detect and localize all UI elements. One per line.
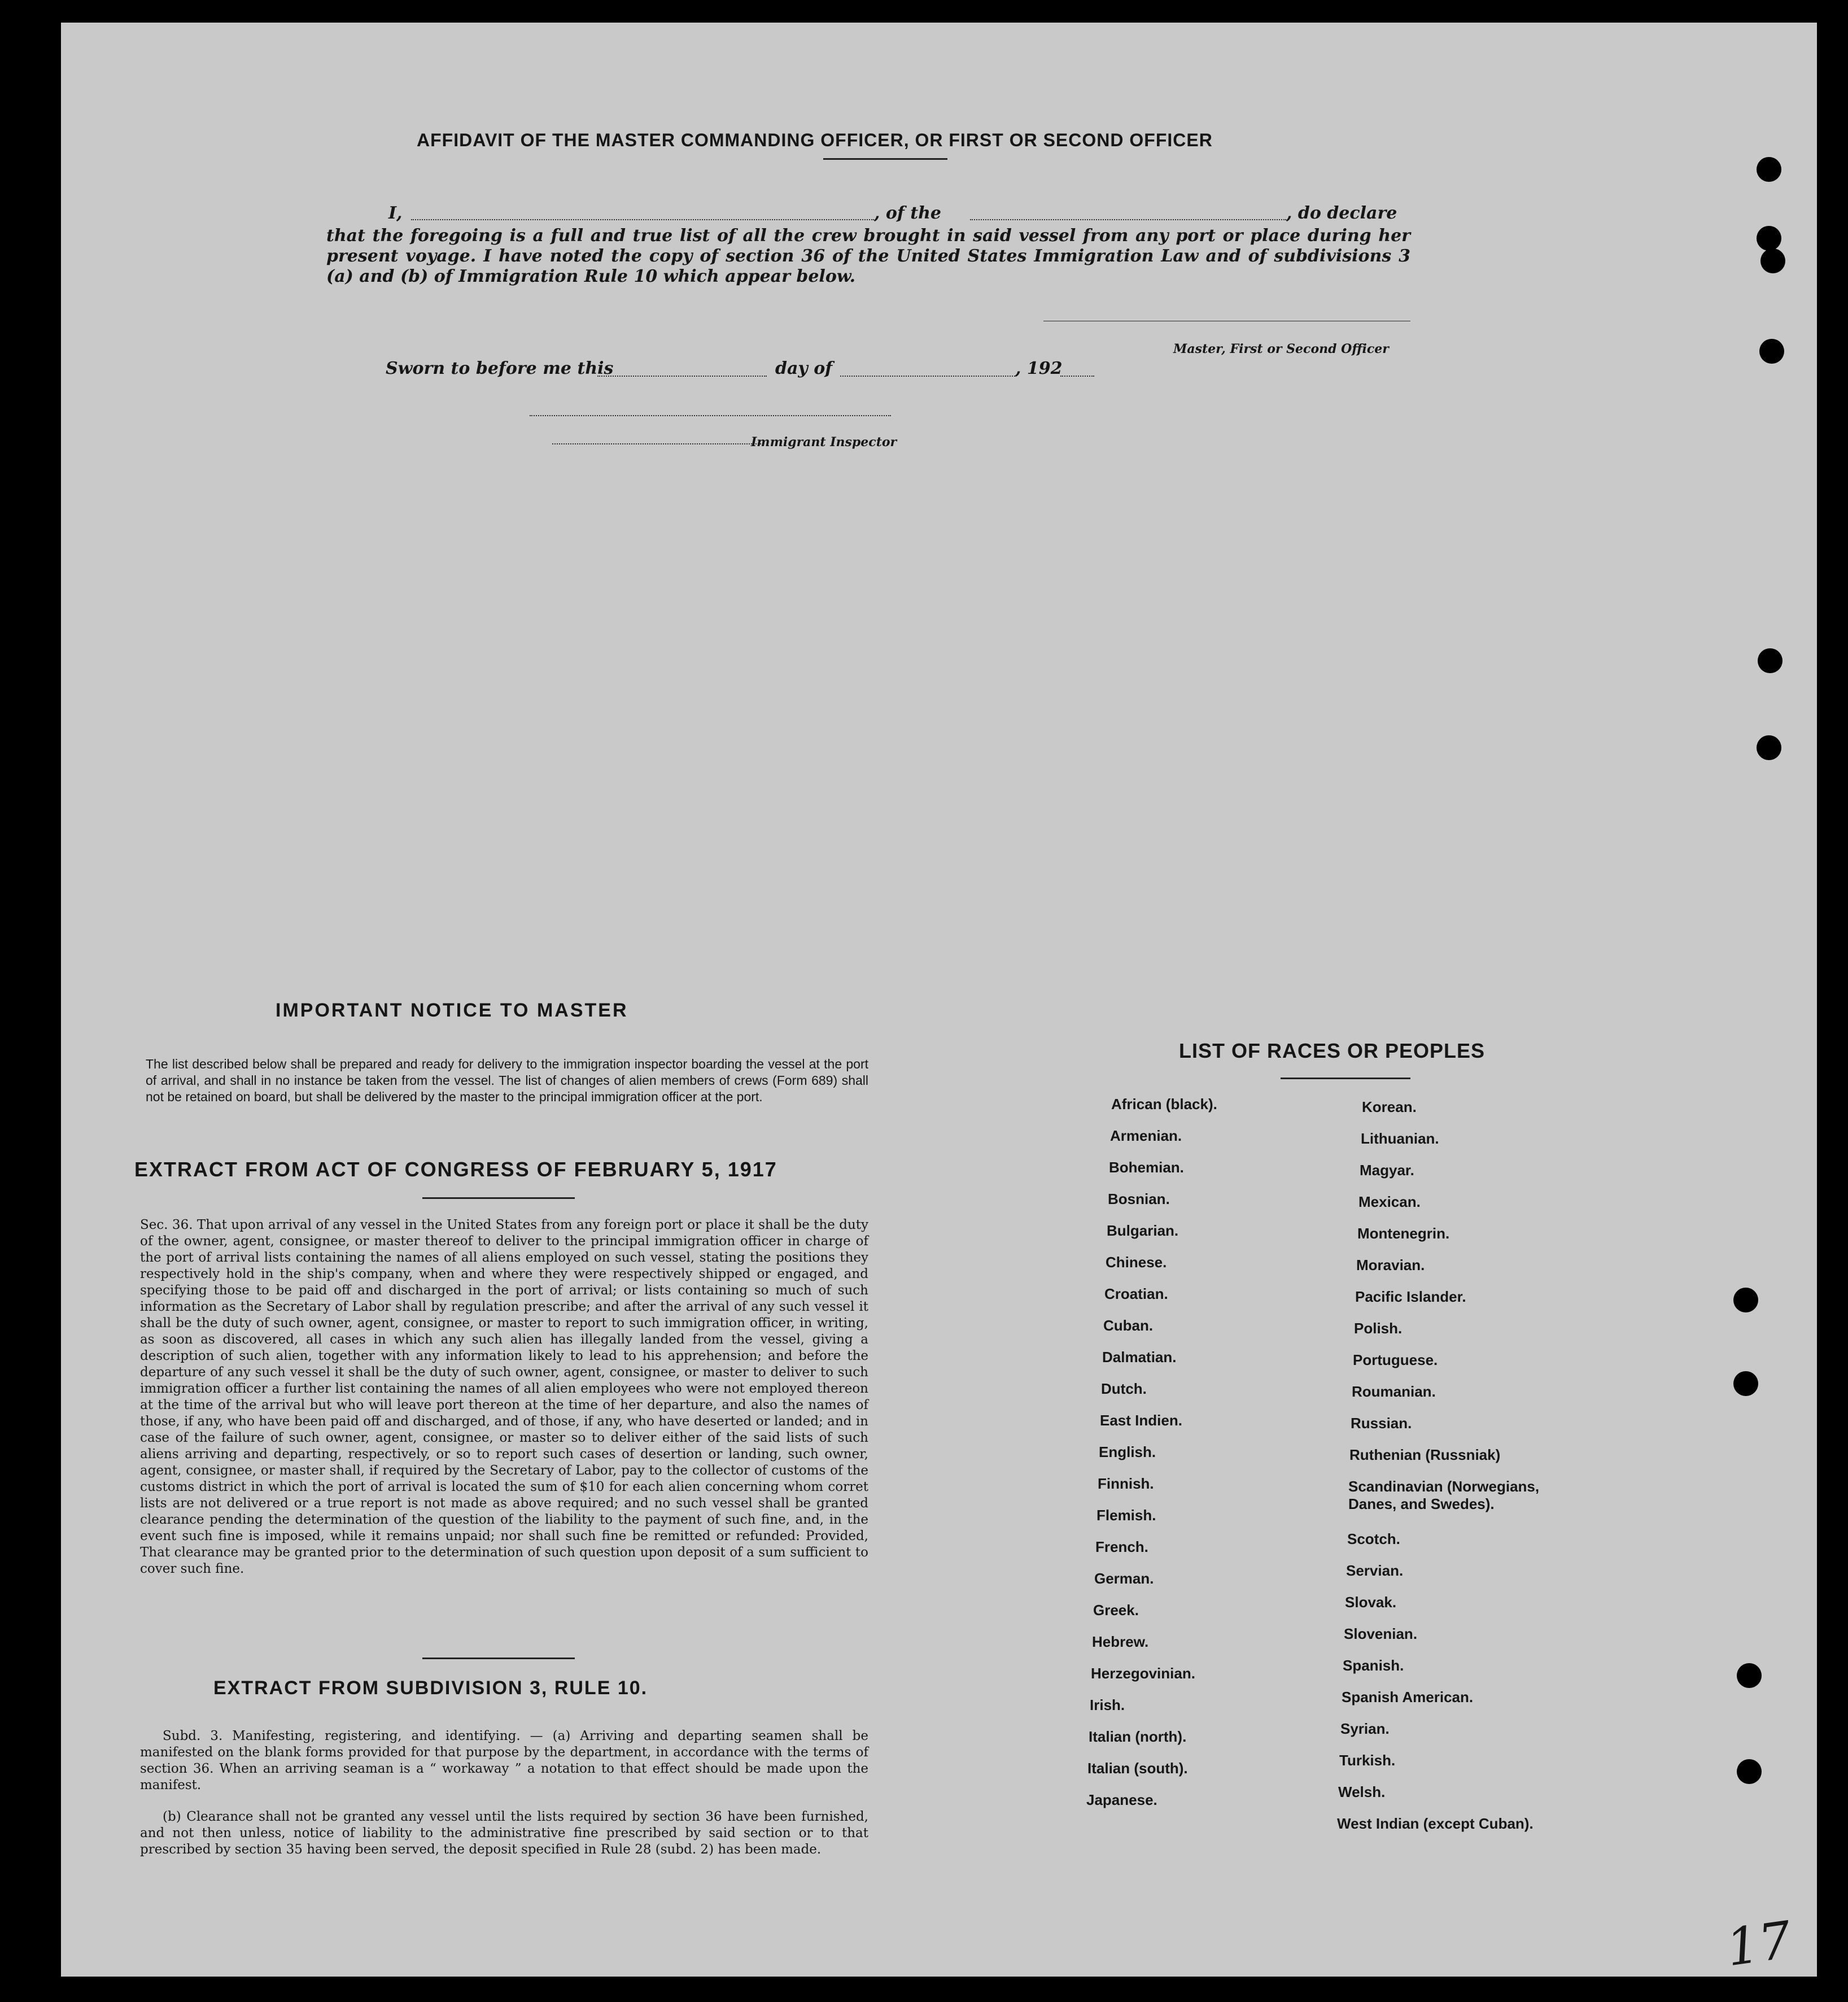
- inspector-line-1[interactable]: [530, 415, 891, 416]
- race-item: English.: [1099, 1443, 1156, 1460]
- signature-label: Master, First or Second Officer: [1173, 342, 1389, 356]
- affidavit-declare: , do declare: [1286, 203, 1397, 223]
- binder-hole: [1737, 1663, 1762, 1688]
- binder-hole: [1757, 157, 1781, 182]
- race-item: Turkish.: [1339, 1752, 1396, 1769]
- race-item: Scandinavian (Norwegians, Danes, and Swedes).: [1348, 1478, 1540, 1512]
- race-item: Chinese.: [1106, 1254, 1167, 1271]
- race-item: Hebrew.: [1092, 1633, 1149, 1650]
- race-item: Bulgarian.: [1107, 1222, 1179, 1239]
- race-item: Dalmatian.: [1102, 1349, 1177, 1366]
- binder-hole: [1759, 339, 1784, 364]
- race-item: West Indian (except Cuban).: [1337, 1815, 1534, 1832]
- binder-hole: [1737, 1759, 1762, 1784]
- notice-body: The list described below shall be prepared and ready for delivery to the immigration inspector boarding the vessel at the port of arrival, and shall in no instance be taken from the vessel. The list of changes of alien members of crews (Form 689) shall not be retained on board, but shall be delivered by the master to the principal immigration officer at the port.: [146, 1057, 868, 1104]
- page-number-handwritten: 17: [1723, 1910, 1795, 1978]
- race-item: Moravian.: [1356, 1257, 1425, 1273]
- inspector-line-2[interactable]: [552, 443, 761, 444]
- month-blank-line[interactable]: [840, 376, 1015, 377]
- year-blank-line[interactable]: [1060, 376, 1094, 377]
- binder-hole: [1733, 1371, 1758, 1396]
- race-item: Dutch.: [1101, 1380, 1147, 1397]
- affidavit-of-the: , of the: [874, 203, 942, 223]
- race-item: Syrian.: [1340, 1720, 1390, 1737]
- races-title: LIST OF RACES OR PEOPLES: [1179, 1039, 1486, 1062]
- act-body: Sec. 36. That upon arrival of any vessel in the United States from any foreign port or place it shall be the duty of the owner, agent, consignee, or master thereof to deliver to the principal immigration officer in charge of the port of arrival lists containing the names of all aliens employed on such vessel, stating the positions they respectively hold in the ship's company, when and where they were respectively shipped or engaged, and specifying those to be paid off and discharged in the port of arrival; or lists containing so much of such information as the Secretary of Labor shall by regulation prescribe; and after the arrival of any such vessel it shall be the duty of such owner, agent, consignee, or master to report to such immigration officer, in writing, as soon as discovered, all cases in which any such alien has illegally landed from the vessel, giving a description of such alien, together with any information likely to lead to his apprehension; and before the departure of any such vessel it shall be the duty of such owner, agent, consignee, or master to deliver to such immigration officer a further list containing the names of all alien employees who were not employed thereon at the time of the arrival but who will leave port thereon at the time of her departure, and also the names of those, if any, who have been paid off and discharged, and of those, if any, who have deserted or landed; and in case of the failure of such owner, agent, consignee, or master so to deliver either of the said lists of such aliens arriving and departing, respectively, or so to report such cases of desertion or landing, such owner, agent, consignee, or master shall, if required by the Secretary of Labor, pay to the collector of customs of the customs district in which the port of arrival is located the sum of $10 for each alien concerning whom corret lists are not delivered or a true report is not made as above required; and no such vessel shall be granted clearance pending the determination of the question of the liability to the payment of such fine, and, in the event such fine is imposed, while it remains unpaid; nor shall such fine be remitted or refunded: Provided, That clearance may be granted prior to the determination of such question upon deposit of a sum sufficient to cover such fine.: [140, 1218, 868, 1576]
- document-page: [61, 23, 1817, 1977]
- race-item: Lithuanian.: [1361, 1130, 1439, 1147]
- race-item: Mexican.: [1358, 1193, 1421, 1210]
- race-item: Armenian.: [1110, 1127, 1182, 1144]
- act-title: EXTRACT FROM ACT OF CONGRESS OF FEBRUARY 5, 1917: [134, 1158, 777, 1181]
- race-item: Magyar.: [1360, 1162, 1414, 1179]
- race-item: Ruthenian (Russniak): [1349, 1446, 1501, 1463]
- name-blank-line[interactable]: [411, 219, 874, 220]
- race-item: Russian.: [1351, 1415, 1412, 1432]
- race-item: German.: [1094, 1570, 1154, 1587]
- race-item: French.: [1095, 1538, 1148, 1555]
- race-item: African (black).: [1111, 1096, 1217, 1113]
- race-item: Spanish American.: [1342, 1689, 1474, 1706]
- day-blank-line[interactable]: [597, 376, 767, 377]
- act-end-rule: [422, 1658, 575, 1659]
- race-item: Bosnian.: [1108, 1190, 1170, 1207]
- race-item: Italian (north).: [1089, 1728, 1187, 1745]
- title-underline: [823, 158, 947, 160]
- race-item: Italian (south).: [1087, 1760, 1188, 1777]
- race-item: Pacific Islander.: [1355, 1288, 1466, 1305]
- vessel-blank-line[interactable]: [970, 219, 1286, 220]
- race-item: Welsh.: [1338, 1783, 1386, 1800]
- affidavit-title: AFFIDAVIT OF THE MASTER COMMANDING OFFICER, OR FIRST OR SECOND OFFICER: [417, 130, 1213, 150]
- binder-hole: [1757, 735, 1781, 760]
- inspector-label: Immigrant Inspector: [751, 435, 897, 450]
- affidavit-body: that the foregoing is a full and true list of all the crew brought in said vessel from any port or place during her present voyage. I have noted the copy of section 36 of the United States Immigration Law and of subdivisions 3 (a) and (b) of Immigration Rule 10 which appear below.: [326, 226, 1410, 286]
- race-item: Roumanian.: [1352, 1383, 1436, 1400]
- race-item: Polish.: [1354, 1320, 1403, 1337]
- race-item: Portuguese.: [1353, 1351, 1438, 1368]
- race-item: Scotch.: [1347, 1530, 1400, 1547]
- race-item: Irish.: [1090, 1696, 1125, 1713]
- race-item: Croatian.: [1104, 1285, 1168, 1302]
- binder-hole: [1760, 248, 1785, 273]
- day-of-text: day of: [775, 359, 833, 378]
- race-item: Servian.: [1346, 1562, 1404, 1579]
- act-underline: [422, 1197, 575, 1199]
- races-underline: [1281, 1078, 1410, 1079]
- race-item: Montenegrin.: [1357, 1225, 1450, 1242]
- race-item: Cuban.: [1103, 1317, 1154, 1334]
- sworn-text: Sworn to before me this: [386, 359, 614, 378]
- race-item: Greek.: [1093, 1602, 1139, 1619]
- rule-para-b: (b) Clearance shall not be granted any vessel until the lists required by section 36 have been furnished, and not then unless, notice of liability to the administrative fine prescribed by said section or to that prescribed by section 35 having been served, the deposit specified in Rule 28 (subd. 2) has been made.: [140, 1809, 868, 1857]
- rule-title: EXTRACT FROM SUBDIVISION 3, RULE 10.: [213, 1677, 648, 1699]
- notice-title: IMPORTANT NOTICE TO MASTER: [276, 1000, 628, 1021]
- rule-para-a: Subd. 3. Manifesting, registering, and identifying. — (a) Arriving and departing seamen shall be manifested on the blank forms provided for that purpose by the department, in accordance with the terms of section 36. When an arriving seaman is a “ workaway ” a notation to that effect should be made upon the manifest.: [140, 1729, 868, 1792]
- race-item: Slovenian.: [1344, 1625, 1418, 1642]
- race-item: Herzegovinian.: [1091, 1665, 1195, 1682]
- race-item: Japanese.: [1086, 1791, 1157, 1808]
- binder-hole: [1757, 226, 1781, 251]
- race-item: Bohemian.: [1109, 1159, 1184, 1176]
- race-item: Korean.: [1362, 1098, 1417, 1115]
- race-item: Flemish.: [1096, 1507, 1156, 1524]
- race-item: Finnish.: [1098, 1475, 1154, 1492]
- year-text: , 192: [1015, 359, 1063, 378]
- race-item: Spanish.: [1343, 1657, 1404, 1674]
- race-item: Slovak.: [1345, 1594, 1397, 1611]
- affidavit-i: I,: [388, 203, 403, 223]
- race-item: East Indien.: [1100, 1412, 1182, 1429]
- binder-hole: [1758, 648, 1783, 673]
- binder-hole: [1733, 1288, 1758, 1312]
